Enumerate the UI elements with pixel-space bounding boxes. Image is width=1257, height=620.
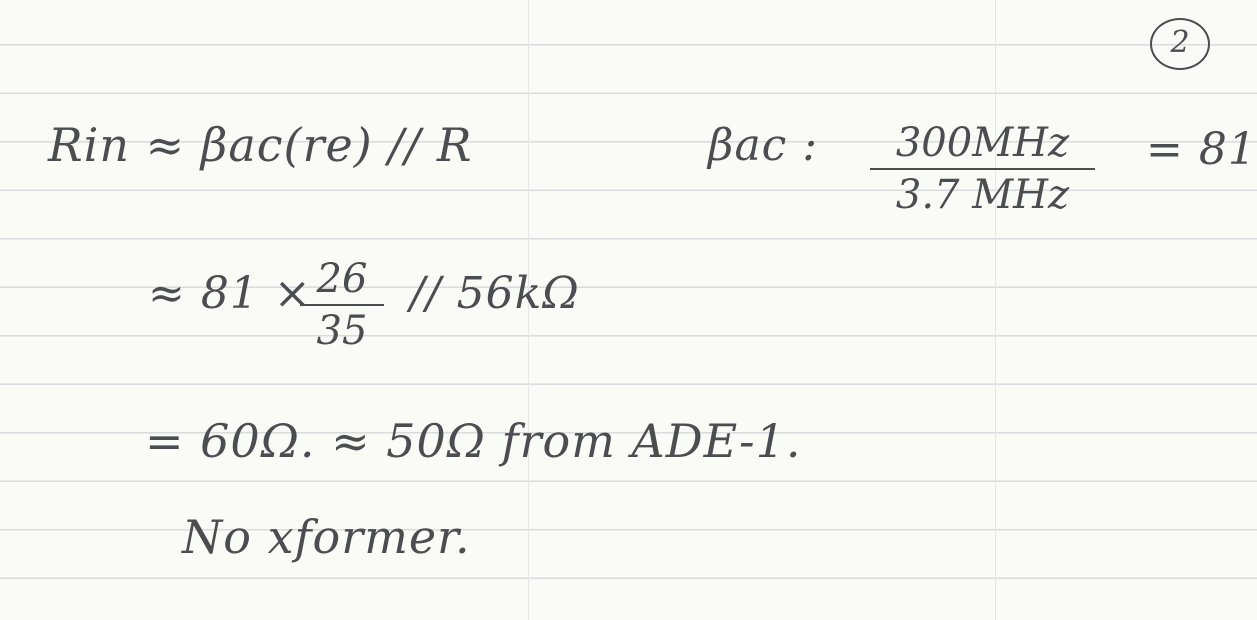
beta-label: βac : <box>708 120 819 171</box>
fraction-bar <box>870 168 1095 170</box>
calc-prefix: ≈ 81 × <box>148 268 312 319</box>
beta-result: = 81 <box>1146 124 1257 175</box>
page-number-circle: 2 <box>1150 18 1210 70</box>
beta-denominator: 3.7 MHz <box>895 172 1070 218</box>
fraction-bar <box>300 304 384 306</box>
input-resistance-formula: Rin ≈ βac(re) // R <box>48 118 473 172</box>
conclusion-line: No xformer. <box>182 510 471 564</box>
re-denominator: 35 <box>316 308 368 354</box>
beta-numerator: 300MHz <box>895 120 1070 166</box>
re-fraction <box>300 256 384 354</box>
margin-fold-line-right <box>995 0 996 620</box>
calc-suffix: // 56kΩ <box>410 268 580 319</box>
beta-fraction <box>870 120 1095 218</box>
re-numerator: 26 <box>316 256 368 302</box>
result-line: = 60Ω. ≈ 50Ω from ADE-1. <box>145 414 802 468</box>
